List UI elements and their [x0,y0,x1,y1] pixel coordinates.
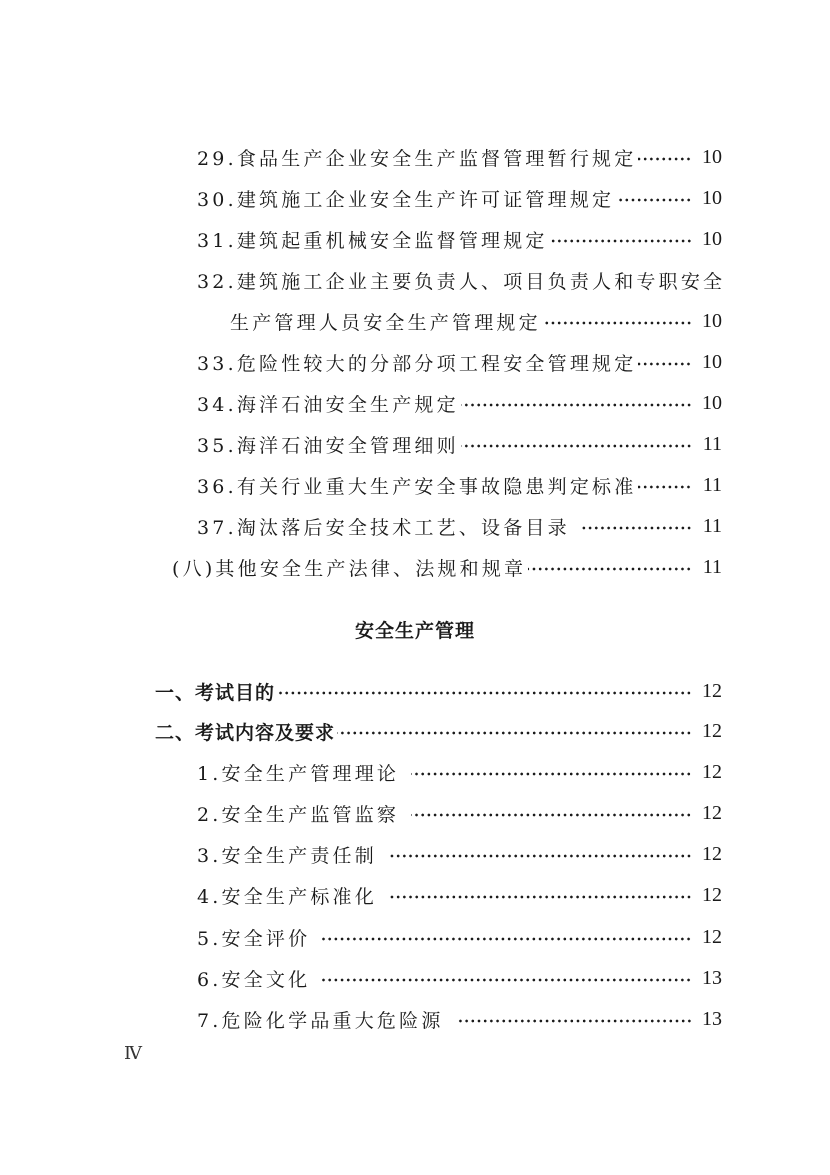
toc-entry[interactable] [197,388,722,418]
dot-leader [322,978,692,982]
dot-leader [638,485,692,489]
toc-entry-label: 32.建筑施工企业主要负责人、项目负责人和专职安全 [197,270,726,293]
toc-entry-label: 5.安全评价 [197,927,311,950]
dot-leader [277,691,692,695]
toc-entry-page: 12 [702,679,722,702]
toc-entry-page: 12 [702,842,722,865]
toc-entry-page: 12 [702,760,722,783]
toc-entry[interactable] [197,470,722,500]
toc-entry-label: 6.安全文化 [197,968,311,991]
dot-leader [461,403,692,407]
toc-entry[interactable] [197,922,722,952]
toc-entry[interactable] [197,1004,722,1034]
toc-entry-label: 2.安全生产监管监察 [197,803,400,826]
dot-leader [550,239,692,243]
toc-entry-label: 1.安全生产管理理论 [197,762,400,785]
toc-entry-page: 13 [702,966,722,989]
toc-entry-page: 12 [702,883,722,906]
dot-leader [411,772,692,776]
toc-entry-page: 10 [702,350,722,373]
toc-entry-page: 10 [702,145,722,168]
toc-entry[interactable] [197,429,722,459]
toc-entry-page: 12 [702,801,722,824]
toc-entry-page: 10 [702,186,722,209]
dot-leader [337,731,692,735]
toc-entry[interactable] [197,224,722,254]
page-number-folio: Ⅳ [124,1043,142,1063]
toc-entry-page: 11 [702,432,722,455]
dot-leader [389,854,692,858]
toc-entry-label: 29.食品生产企业安全生产监督管理暂行规定 [197,147,637,170]
toc-entry-page: 10 [702,391,722,414]
toc-entry-label: 二、考试内容及要求 [155,721,336,744]
toc-entry[interactable] [197,511,722,541]
toc-entry-page: 12 [702,719,722,742]
toc-entry-label: 35.海洋石油安全管理细则 [197,434,459,457]
toc-entry-page: 11 [702,473,722,496]
toc-entry-page: 13 [702,1007,722,1030]
dot-leader [528,567,692,571]
toc-entry-label: 33.危险性较大的分部分项工程安全管理规定 [197,352,637,375]
dot-leader [638,362,692,366]
toc-entry[interactable] [197,798,722,828]
dot-leader [543,321,692,325]
toc-entry[interactable] [172,552,722,582]
toc-entry-label: 生产管理人员安全生产管理规定 [230,311,541,334]
toc-entry-label: 一、考试目的 [155,681,276,704]
toc-entry-label: 3.安全生产责任制 [197,844,377,867]
section-heading: 安全生产管理 [354,620,475,642]
toc-entry[interactable] [197,757,722,787]
toc-entry-label: 30.建筑施工企业安全生产许可证管理规定 [197,188,615,211]
dot-leader [456,1019,692,1023]
toc-entry[interactable] [197,880,722,910]
dot-leader [461,444,692,448]
toc-entry-label: 37.淘汰落后安全技术工艺、设备目录 [197,516,570,539]
dot-leader [322,937,692,941]
toc-entry-continued[interactable] [197,265,726,295]
toc-entry-page: 12 [702,925,722,948]
toc-entry[interactable] [197,347,722,377]
toc-entry[interactable] [197,142,722,172]
toc-entry[interactable] [155,716,722,746]
toc-entry-page: 11 [702,514,722,537]
toc-entry-label: 4.安全生产标准化 [197,885,377,908]
dot-leader [411,813,692,817]
dot-leader [638,157,692,161]
toc-entry-page: 10 [702,227,722,250]
toc-entry-page: 11 [702,555,722,578]
toc-entry-label: 34.海洋石油安全生产规定 [197,393,459,416]
toc-entry[interactable] [197,183,722,213]
dot-leader [389,895,692,899]
dot-leader [616,198,692,202]
dot-leader [582,526,692,530]
toc-entry-label: 7.危险化学品重大危险源 [197,1009,444,1032]
toc-entry[interactable] [230,306,722,336]
toc-entry-label: 36.有关行业重大生产安全事故隐患判定标准 [197,475,637,498]
toc-entry[interactable] [155,676,722,706]
toc-entry-label: 31.建筑起重机械安全监督管理规定 [197,229,548,252]
toc-entry-label: (八)其他安全生产法律、法规和规章 [172,557,527,580]
toc-entry[interactable] [197,839,722,869]
toc-entry-page: 10 [702,309,722,332]
toc-entry[interactable] [197,963,722,993]
